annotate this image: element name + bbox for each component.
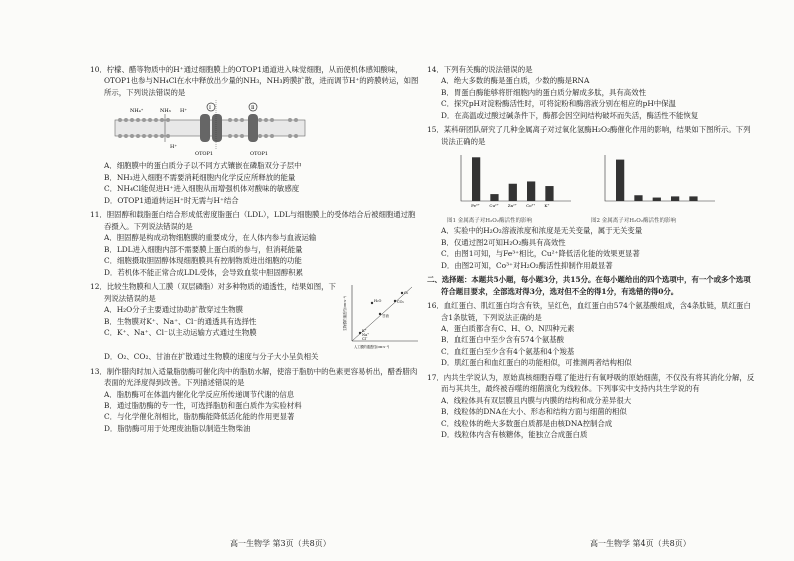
chart-1-tick-2: Zn²⁺ bbox=[507, 203, 517, 209]
chart-1-bar-2 bbox=[509, 184, 517, 201]
question-17-option-d: D．线粒体内含有核糖体，能独立合成蛋白质 bbox=[441, 430, 588, 440]
chart-1-bar-0 bbox=[472, 158, 480, 202]
question-13 bbox=[90, 366, 420, 435]
question-10-option-c: C．NH₄Cl能促进H⁺进入细胞从而增强机体对酸味的敏感度 bbox=[104, 184, 300, 194]
chart-1-bar-4 bbox=[545, 186, 553, 201]
question-17-option-a: A．线粒体具有双层膜且内膜与内膜的结构和成分差异很大 bbox=[441, 395, 632, 405]
question-11-option-c: C．细胞摄取胆固醇体现细胞膜具有控制物质进出细胞的功能 bbox=[104, 256, 302, 266]
graph-ylabel: 生物膜的通透性(cm·s⁻¹) bbox=[343, 295, 347, 332]
question-12-option-d: D．O₂、CO₂、甘油在扩散通过生物膜的速度与分子大小呈负相关 bbox=[104, 352, 319, 362]
graph-label-o2: O₂ bbox=[404, 291, 409, 296]
question-15-stem: 15．某科研团队研究了几种金属离子对过氧化氢酶H₂O₂酶催化作用的影响，结果如下图所示。下列说法正确的是 bbox=[427, 125, 751, 146]
question-11 bbox=[90, 209, 420, 278]
question-16-option-a: A．蛋白质都含有C、H、O、N四种元素 bbox=[441, 324, 575, 334]
question-15-option-d: D．由图2可知，Co³⁺对H₂O₂酶活性抑制作用最显著 bbox=[441, 260, 613, 270]
left-column bbox=[90, 64, 420, 437]
question-12-option-c: C．K⁺、Na⁺、Cl⁻以主动运输方式通过生物膜 bbox=[104, 327, 257, 337]
question-12-option-a: A．H₂O分子主要通过协助扩散穿过生物膜 bbox=[104, 305, 244, 315]
graph-label-co2: CO₂ bbox=[397, 300, 404, 305]
question-11-stem: 11．胆固醇和载脂蛋白结合形成低密度脂蛋白（LDL），LDL与细胞膜上的受体结合后被细胞通过胞吞摄入。下列说法错误的是 bbox=[90, 210, 416, 231]
question-16-option-b: B．血红蛋白中至少含有574个氨基酸 bbox=[441, 335, 565, 345]
question-16-option-c: C．血红蛋白至少含有4个氨基和4个羧基 bbox=[441, 346, 575, 356]
question-14-option-d: D．在高温或过酸过碱条件下，酶都会因空间结构破坏而失活，酶活性不能恢复 bbox=[441, 110, 699, 120]
question-12-stem: 12．比较生物膜和人工膜（双层磷脂）对多种物质的通透性，结果如图，下列说法错误的是 bbox=[90, 282, 336, 303]
question-17-option-b: B．线粒体的DNA在大小、形态和结构方面与细菌的相似 bbox=[441, 407, 627, 417]
question-13-option-b: B．通过脂肪酶的专一性，可选择脂肪和蛋白质作为实验材料 bbox=[104, 400, 302, 410]
chart-2-bar-1 bbox=[634, 196, 642, 202]
question-13-option-c: C．与化学催化剂相比，脂肪酶能降低活化能的作用更显著 bbox=[104, 412, 295, 422]
section-2-heading: 二、选择题：本题共5小题，每小题3分，共15分。在每小题给出的四个选项中，有一个或多个选项符合题目要求，全部选对得3分，选对但不全的得1分，有选错的得0分。 bbox=[427, 275, 751, 296]
bar-chart-2 bbox=[591, 149, 721, 213]
svg-text:Ⅱ: Ⅱ bbox=[251, 105, 255, 112]
chart-1-tick-3: Co³⁺ bbox=[526, 203, 536, 209]
chart-1-bar-1 bbox=[490, 194, 498, 201]
label-nh3: NH₃ bbox=[160, 108, 171, 115]
chart-1-caption: 图1 金属离子对H₂O₂酶活性的影响 bbox=[447, 217, 532, 224]
svg-text:Ⅰ: Ⅰ bbox=[209, 105, 211, 112]
question-13-stem: 13．制作腊肉时加入适量脂肪酶可催化肉中的脂肪水解，使溶于脂肪中的色素更容易析出，醋香腊肉表面的光泽度得到改善。下列描述错误的是 bbox=[90, 366, 418, 388]
question-10 bbox=[90, 64, 420, 206]
graph-label-cl: Cl⁻ bbox=[362, 337, 368, 342]
graph-label-h2o: H₂O bbox=[374, 299, 382, 304]
question-15 bbox=[427, 124, 757, 271]
graph-xlabel: 人工膜的通透性(cm·s⁻¹) bbox=[354, 345, 390, 350]
chart-1-tick-4: K⁺ bbox=[544, 203, 550, 209]
question-10-option-b: B．NH₃进入细胞不需要消耗细胞内化学反应所释放的能量 bbox=[104, 172, 296, 182]
label-nh4: NH₄⁺ bbox=[130, 108, 144, 115]
label-h-1: H⁺ bbox=[180, 108, 187, 115]
question-12-option-b: B．生物膜对K⁺、Na⁺、Cl⁻的通透具有选择性 bbox=[104, 316, 257, 326]
question-17-option-c: C．线粒体的绝大多数蛋白质都是由核DNA控制合成 bbox=[441, 418, 613, 428]
question-13-option-d: D．脂肪酶可用于处理废油脂以制造生物柴油 bbox=[104, 423, 251, 433]
label-h-2: H⁺ bbox=[170, 144, 177, 151]
question-15-option-a: A．实验中的H₂O₂溶液浓度和浓度是无关变量，属于无关变量 bbox=[441, 226, 643, 236]
footer-page-4: 高一生物学 第4页（共8页） bbox=[590, 539, 691, 548]
chart-2-bar-3 bbox=[671, 197, 679, 202]
graph-label-k: K⁺ bbox=[362, 329, 367, 334]
question-14-stem: 14．下列有关酶的说法错误的是 bbox=[427, 65, 533, 74]
label-otop1-2: OTOP1 bbox=[250, 151, 269, 158]
question-11-option-d: D．若机体不能正常合成LDL受体，会导致血浆中胆固醇积累 bbox=[104, 267, 304, 277]
question-16 bbox=[427, 300, 757, 369]
chart-2-bar-0 bbox=[616, 160, 624, 201]
question-15-option-c: C．由图1可知，与Fe³⁺相比，Cu²⁺降低活化能的效果更显著 bbox=[441, 249, 640, 259]
question-17 bbox=[427, 372, 757, 441]
question-14-option-a: A．绝大多数的酶是蛋白质，少数的酶是RNA bbox=[441, 76, 590, 86]
footer-page-3: 高一生物学 第3页（共8页） bbox=[230, 539, 331, 548]
question-14-option-c: C．探究pH对淀粉酶活性时，可将淀粉和酶溶液分别在相应的pH中保温 bbox=[441, 99, 676, 109]
question-11-option-b: B．LDL进入细胞内部不需要膜上蛋白质的参与，但消耗能量 bbox=[104, 244, 303, 254]
chart-1-bar-3 bbox=[527, 182, 535, 202]
graph-label-na: Na⁺ bbox=[362, 333, 369, 338]
question-17-stem: 17．内共生学说认为，原始真核细胞吞噬了能进行有氧呼吸的原始细菌，不仅没有将其消化分解，反而与其共生，最终被吞噬的细菌演化为线粒体。下列事实中支持内共生学说的有 bbox=[427, 372, 755, 394]
question-14-option-b: B．胃蛋白酶能够将肝细胞内的蛋白质分解成多肽，具有高效性 bbox=[441, 87, 646, 97]
question-11-option-a: A．胆固醇是构成动物细胞膜的重要成分，在人体内参与血液运输 bbox=[104, 233, 317, 243]
question-15-option-b: B．仅通过图2可知H₂O₂酶具有高效性 bbox=[441, 237, 566, 247]
question-10-stem: 10．柠檬、醋等物质中的H⁺通过细胞膜上的OTOP1通道进入味觉细胞，从而使机体感知酸味，OTOP1也参与NH₄Cl在水中释放出少量的NH₃，NH₃跨膜扩散，进而调节H⁺的跨膜转运，如图所示，下列说法错误的是 bbox=[90, 65, 419, 97]
bar-chart-1 bbox=[447, 149, 577, 213]
question-16-option-d: D．肌红蛋白和血红蛋白的功能相似，可推测两者结构相似 bbox=[441, 358, 632, 368]
chart-1-tick-0: Fe³⁺ bbox=[471, 203, 480, 209]
chart-2-bar-2 bbox=[653, 198, 661, 201]
question-10-option-d: D．OTOP1通道转运H⁺时无需与H⁺结合 bbox=[104, 195, 239, 205]
chart-2-bar-4 bbox=[689, 197, 697, 202]
question-13-option-a: A．脂肪酶可在体温内催化化学反应所传递调节代谢的信息 bbox=[104, 389, 295, 399]
question-16-stem: 16．血红蛋白、肌红蛋白均含有铁，呈红色，血红蛋白由574个氨基酸组成，含4条肽链，肌红蛋白含1条肽链，下列说法正确的是 bbox=[427, 301, 751, 322]
membrane-diagram bbox=[110, 100, 310, 158]
graph-label-glycerol: 甘油 bbox=[382, 314, 389, 319]
question-12 bbox=[90, 281, 420, 362]
chart-2-caption: 图2 金属离子对H₂O₂酶活性的影响 bbox=[591, 217, 676, 224]
right-column bbox=[427, 64, 757, 444]
label-otop1-1: OTOP1 bbox=[195, 151, 214, 158]
question-14 bbox=[427, 64, 757, 121]
permeability-graph bbox=[340, 281, 420, 351]
chart-1-tick-1: Cu²⁺ bbox=[489, 203, 499, 209]
question-10-option-a: A．细胞膜中的蛋白质分子以不同方式镶嵌在磷脂双分子层中 bbox=[104, 161, 302, 171]
